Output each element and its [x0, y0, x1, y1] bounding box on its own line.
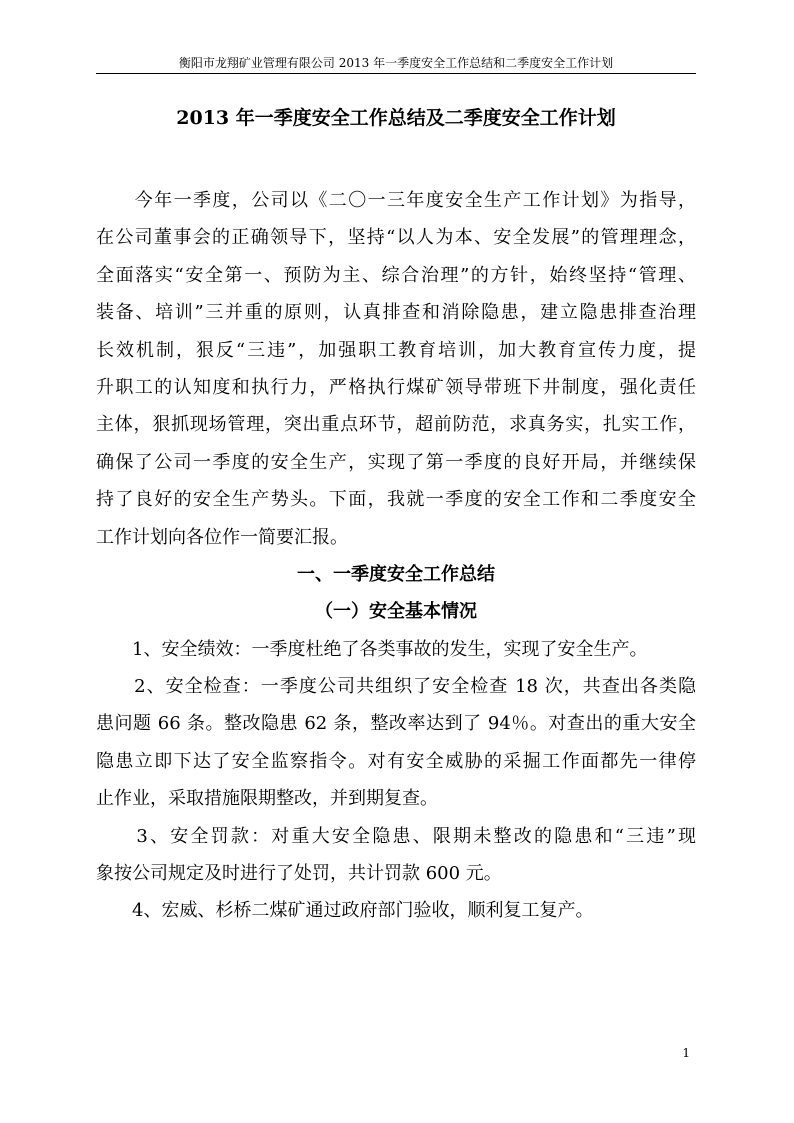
document-title: 2013 年一季度安全工作总结及二季度安全工作计划: [176, 107, 616, 129]
paragraph-line: 1、安全绩效：一季度杜绝了各类事故的发生，实现了安全生产。: [96, 638, 648, 660]
paragraph-line: 升职工的认知度和执行力，严格执行煤矿领导带班下井制度，强化责任: [96, 376, 696, 398]
paragraph-line: 2、安全检查：一季度公司共组织了安全检查 18 次，共查出各类隐: [96, 676, 696, 698]
section-heading: 一、一季度安全工作总结: [297, 563, 495, 585]
running-header: 衡阳市龙翔矿业管理有限公司 2013 年一季度安全工作总结和二季度安全工作计划: [178, 56, 614, 70]
paragraph-line: 长效机制，狠反“三违”，加强职工教育培训，加大教育宣传力度，提: [96, 339, 696, 361]
page-number: 1: [682, 1046, 690, 1060]
subsection-heading: （一）安全基本情况: [315, 601, 477, 623]
paragraph-line: 工作计划向各位作一简要汇报。: [96, 526, 348, 548]
paragraph-line: 主体，狠抓现场管理，突出重点环节，超前防范，求真务实，扎实工作，: [96, 414, 696, 436]
paragraph-line: 隐患立即下达了安全监察指令。对有安全威胁的采掘工作面都先一律停: [96, 750, 696, 772]
paragraph-line: 全面落实“安全第一、预防为主、综合治理”的方针，始终坚持“管理、: [96, 264, 696, 286]
paragraph-line: 确保了公司一季度的安全生产，实现了第一季度的良好开局，并继续保: [96, 451, 696, 473]
paragraph-line: 3、安全罚款：对重大安全隐患、限期未整改的隐患和“三违”现: [96, 825, 696, 847]
paragraph-line: 装备、培训”三并重的原则，认真排查和消除隐患，建立隐患排查治理: [96, 302, 696, 324]
paragraph-line: 象按公司规定及时进行了处罚，共计罚款 600 元。: [96, 863, 502, 885]
paragraph-line: 患问题 66 条。整改隐患 62 条，整改率达到了 94％。对查出的重大安全: [96, 713, 696, 735]
paragraph-line: 今年一季度，公司以《二〇一三年度安全生产工作计划》为指导，: [96, 190, 696, 211]
paragraph-line: 持了良好的安全生产势头。下面，我就一季度的安全工作和二季度安全: [96, 489, 696, 511]
paragraph-line: 止作业，采取措施限期整改，并到期复查。: [96, 788, 438, 810]
paragraph-line: 4、宏威、杉桥二煤矿通过政府部门验收，顺利复工复产。: [96, 900, 594, 922]
header-rule: [96, 73, 696, 74]
document-body: [96, 182, 696, 930]
paragraph-line: 在公司董事会的正确领导下，坚持“以人为本、安全发展”的管理理念，: [96, 227, 696, 249]
